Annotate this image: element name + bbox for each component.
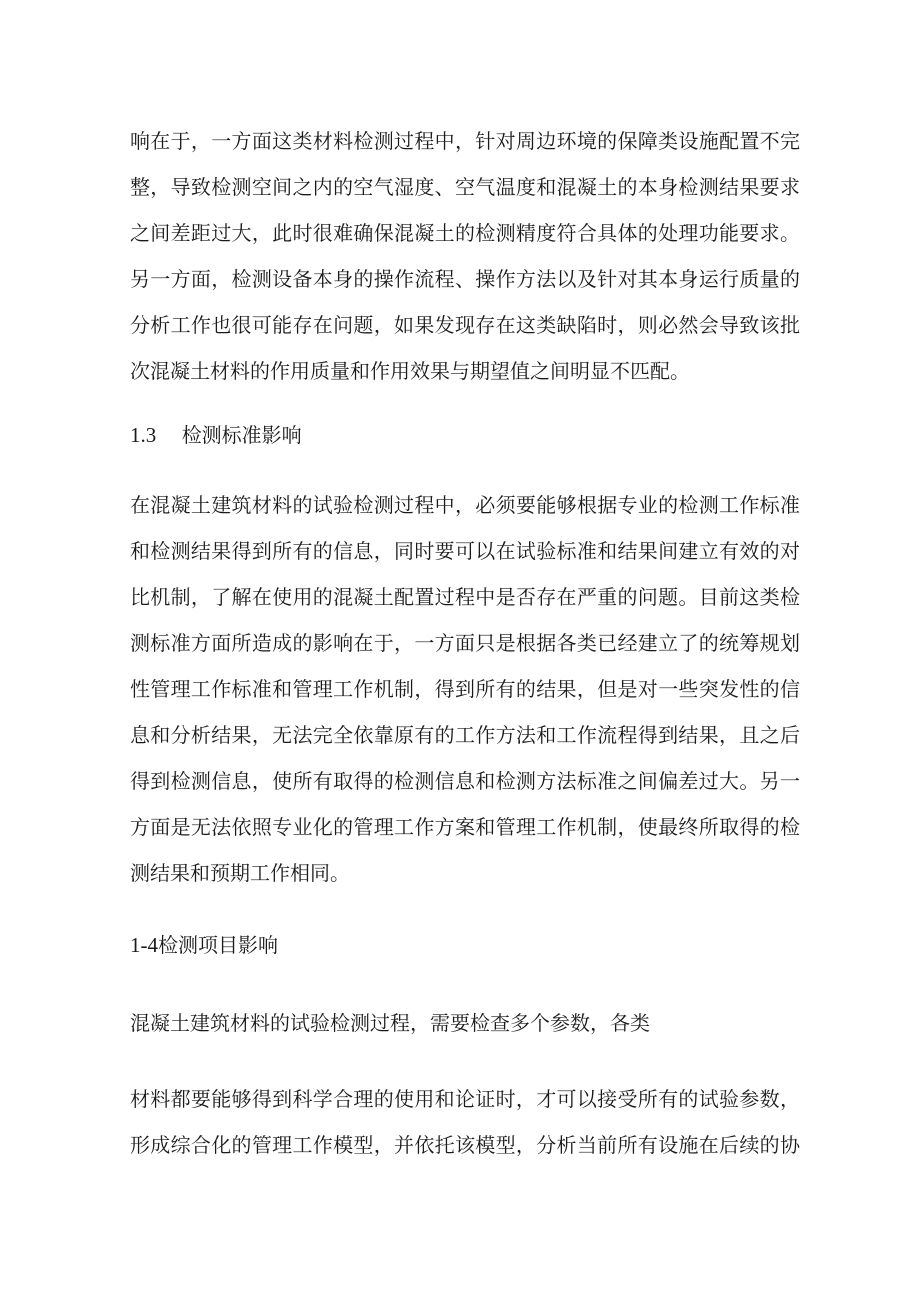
text-line: 混凝土建筑材料的试验检测过程，需要检查多个参数，各类 [130,1011,650,1035]
text-line: 形成综合化的管理工作模型，并依托该模型，分析当前所有设施在后续的协 [130,1133,800,1157]
text-line: 息和分析结果，无法完全依靠原有的工作方法和工作流程得到结果，且之后 [130,723,800,747]
text-line: 另一方面，检测设备本身的操作流程、操作方法以及针对其本身运行质量的 [130,267,800,291]
text-line: 测标准方面所造成的影响在于，一方面只是根据各类已经建立了的统筹规划 [130,631,800,655]
section-title: 检测项目影响 [158,933,278,957]
paragraph-project-impact-intro [130,1000,800,1046]
section-heading-1-3 [130,420,302,450]
text-line: 得到检测信息，使所有取得的检测信息和检测方法标准之间偏差过大。另一 [130,769,800,793]
text-line: 分析工作也很可能存在问题，如果发现存在这类缺陷时，则必然会导致该批 [130,313,800,337]
text-line: 比机制，了解在使用的混凝土配置过程中是否存在严重的问题。目前这类检 [130,585,800,609]
paragraph-standard-impact [130,482,800,896]
text-line: 在混凝土建筑材料的试验检测过程中，必须要能够根据专业的检测工作标准 [130,493,800,517]
paragraph-project-impact [130,1076,800,1168]
section-heading-1-4 [130,930,278,960]
text-line: 方面是无法依照专业化的管理工作方案和管理工作机制，使最终所取得的检 [130,815,800,839]
text-line: 整，导致检测空间之内的空气湿度、空气温度和混凝土的本身检测结果要求 [130,175,800,199]
text-line: 材料都要能够得到科学合理的使用和论证时，才可以接受所有的试验参数， [130,1087,800,1111]
text-line: 之间差距过大，此时很难确保混凝土的检测精度符合具体的处理功能要求。 [130,221,800,245]
section-title: 检测标准影响 [181,423,302,447]
text-line: 测结果和预期工作相同。 [130,861,350,885]
text-line: 和检测结果得到所有的信息，同时要可以在试验标准和结果间建立有效的对 [130,539,800,563]
section-number: 1.3 [130,423,157,447]
paragraph-environment-impact [130,118,800,394]
text-line: 次混凝土材料的作用质量和作用效果与期望值之间明显不匹配。 [130,359,690,383]
section-number: 1-4 [130,933,158,957]
text-line: 性管理工作标准和管理工作机制，得到所有的结果，但是对一些突发性的信 [130,677,800,701]
text-line: 响在于，一方面这类材料检测过程中，针对周边环境的保障类设施配置不完 [130,129,800,153]
